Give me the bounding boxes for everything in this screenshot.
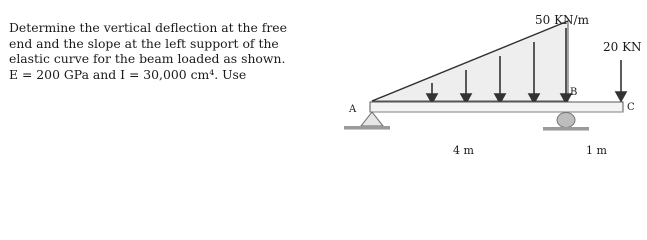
- problem-line-4: E = 200 GPa and I = 30,000 cm⁴. Use: [9, 66, 247, 82]
- roller-support-b: [543, 113, 589, 131]
- span-bc-label: 1 m: [586, 144, 607, 157]
- problem-line-1: Determine the vertical deflection at the free: [9, 20, 287, 35]
- point-load-arrow: [616, 60, 626, 101]
- point-c-label: C: [627, 102, 635, 113]
- distributed-load-label: 50 KN/m: [535, 13, 589, 27]
- point-b-label: B: [570, 87, 578, 98]
- point-a-label: A: [349, 104, 357, 115]
- problem-line-3: elastic curve for the beam loaded as shown.: [9, 51, 286, 67]
- beam: [370, 102, 623, 112]
- point-load-label: 20 KN: [603, 40, 642, 54]
- problem-line-2: end and the slope at the left support of the: [9, 35, 279, 51]
- span-ab-label: 4 m: [453, 144, 474, 157]
